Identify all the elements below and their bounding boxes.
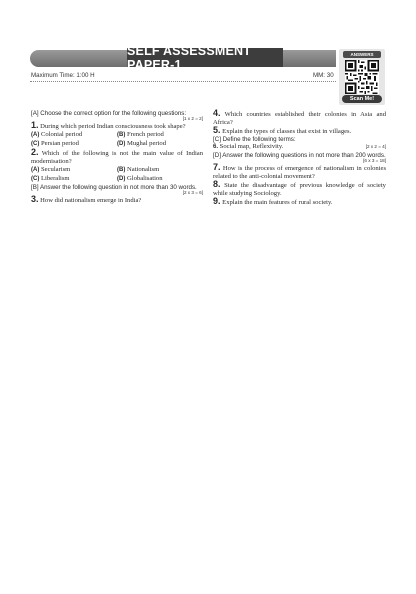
right-column	[213, 110, 386, 207]
question-number: 6.	[213, 144, 219, 151]
question-number: 1.	[31, 120, 39, 131]
section-b-marks: [2 x 3 = 6]	[182, 190, 203, 196]
question-6	[213, 143, 386, 152]
option-a[interactable]: (A) Secularism	[31, 165, 71, 173]
section-b-title: [B] Answer the following question in not more than 30 words.	[31, 183, 197, 191]
qr-code-icon[interactable]	[343, 60, 381, 94]
option-c[interactable]: (C) Persian period	[31, 140, 79, 148]
question-text: Explain the types of classes that exist in villages.	[222, 127, 352, 135]
question-number: 4.	[213, 108, 221, 118]
question-number: 9.	[213, 196, 221, 207]
option-a[interactable]: (A) Colonial period	[31, 131, 83, 139]
question-1-options	[31, 131, 203, 149]
question-text: Which of the following is not the main value of Indian modernisation?	[31, 150, 203, 166]
question-number: 7.	[213, 162, 221, 173]
question-number: 2.	[31, 147, 39, 158]
max-time: Maximum Time: 1:00 H	[31, 72, 95, 79]
question-9	[213, 198, 386, 207]
answers-tag: ANSWERS	[343, 51, 381, 58]
max-marks: MM: 30	[313, 72, 334, 79]
question-4	[213, 110, 386, 127]
question-text: State the disadvantage of previous knowledge of society while studying Sociology.	[213, 182, 386, 198]
question-8	[213, 181, 386, 198]
scan-me-badge: Scan Me!	[342, 95, 382, 103]
question-2	[31, 149, 203, 166]
question-1	[31, 122, 203, 131]
section-c-marks: [2 x 2 = 4]	[365, 144, 386, 150]
option-c[interactable]: (C) Liberalism	[31, 174, 70, 182]
section-a-title: [A] Choose the correct option for the following questions:	[31, 110, 187, 117]
question-3	[31, 196, 203, 205]
question-text: Social map, Reflexivity.	[219, 143, 284, 151]
page-title-text: SELF ASSESSMENT PAPER-1	[127, 43, 252, 72]
dotted-divider	[30, 81, 336, 82]
question-text: How is the process of emergence of nationalism in colonies related to the anti-colonial movement?	[213, 165, 387, 181]
question-2-options	[31, 166, 203, 184]
question-text: During which period Indian consciousness took shape?	[40, 123, 186, 131]
section-d-marks: [6 x 3 = 18]	[363, 158, 386, 164]
option-d[interactable]: (D) Mughal period	[117, 140, 167, 148]
section-a-marks: [1 x 2 = 2]	[182, 116, 203, 122]
question-text: Explain the main features of rural society.	[222, 199, 333, 207]
option-d[interactable]: (D) Globalisation	[117, 174, 163, 182]
question-text: How did nationalism emerge in India?	[40, 197, 142, 205]
question-7	[213, 164, 386, 181]
question-number: 3.	[31, 194, 39, 205]
question-number: 8.	[213, 179, 221, 190]
section-c-title: [C] Define the following terms:	[213, 135, 296, 143]
question-number: 5.	[213, 124, 221, 135]
section-d-title: [D] Answer the following questions in not more than 200 words.	[213, 152, 386, 160]
option-b[interactable]: (B) French period	[117, 131, 164, 139]
question-text: Which countries established their colonies in Asia and Africa?	[213, 111, 387, 126]
option-b[interactable]: (B) Nationalism	[117, 165, 160, 173]
question-5	[213, 124, 386, 136]
left-column	[31, 110, 203, 205]
page-title	[127, 43, 283, 72]
